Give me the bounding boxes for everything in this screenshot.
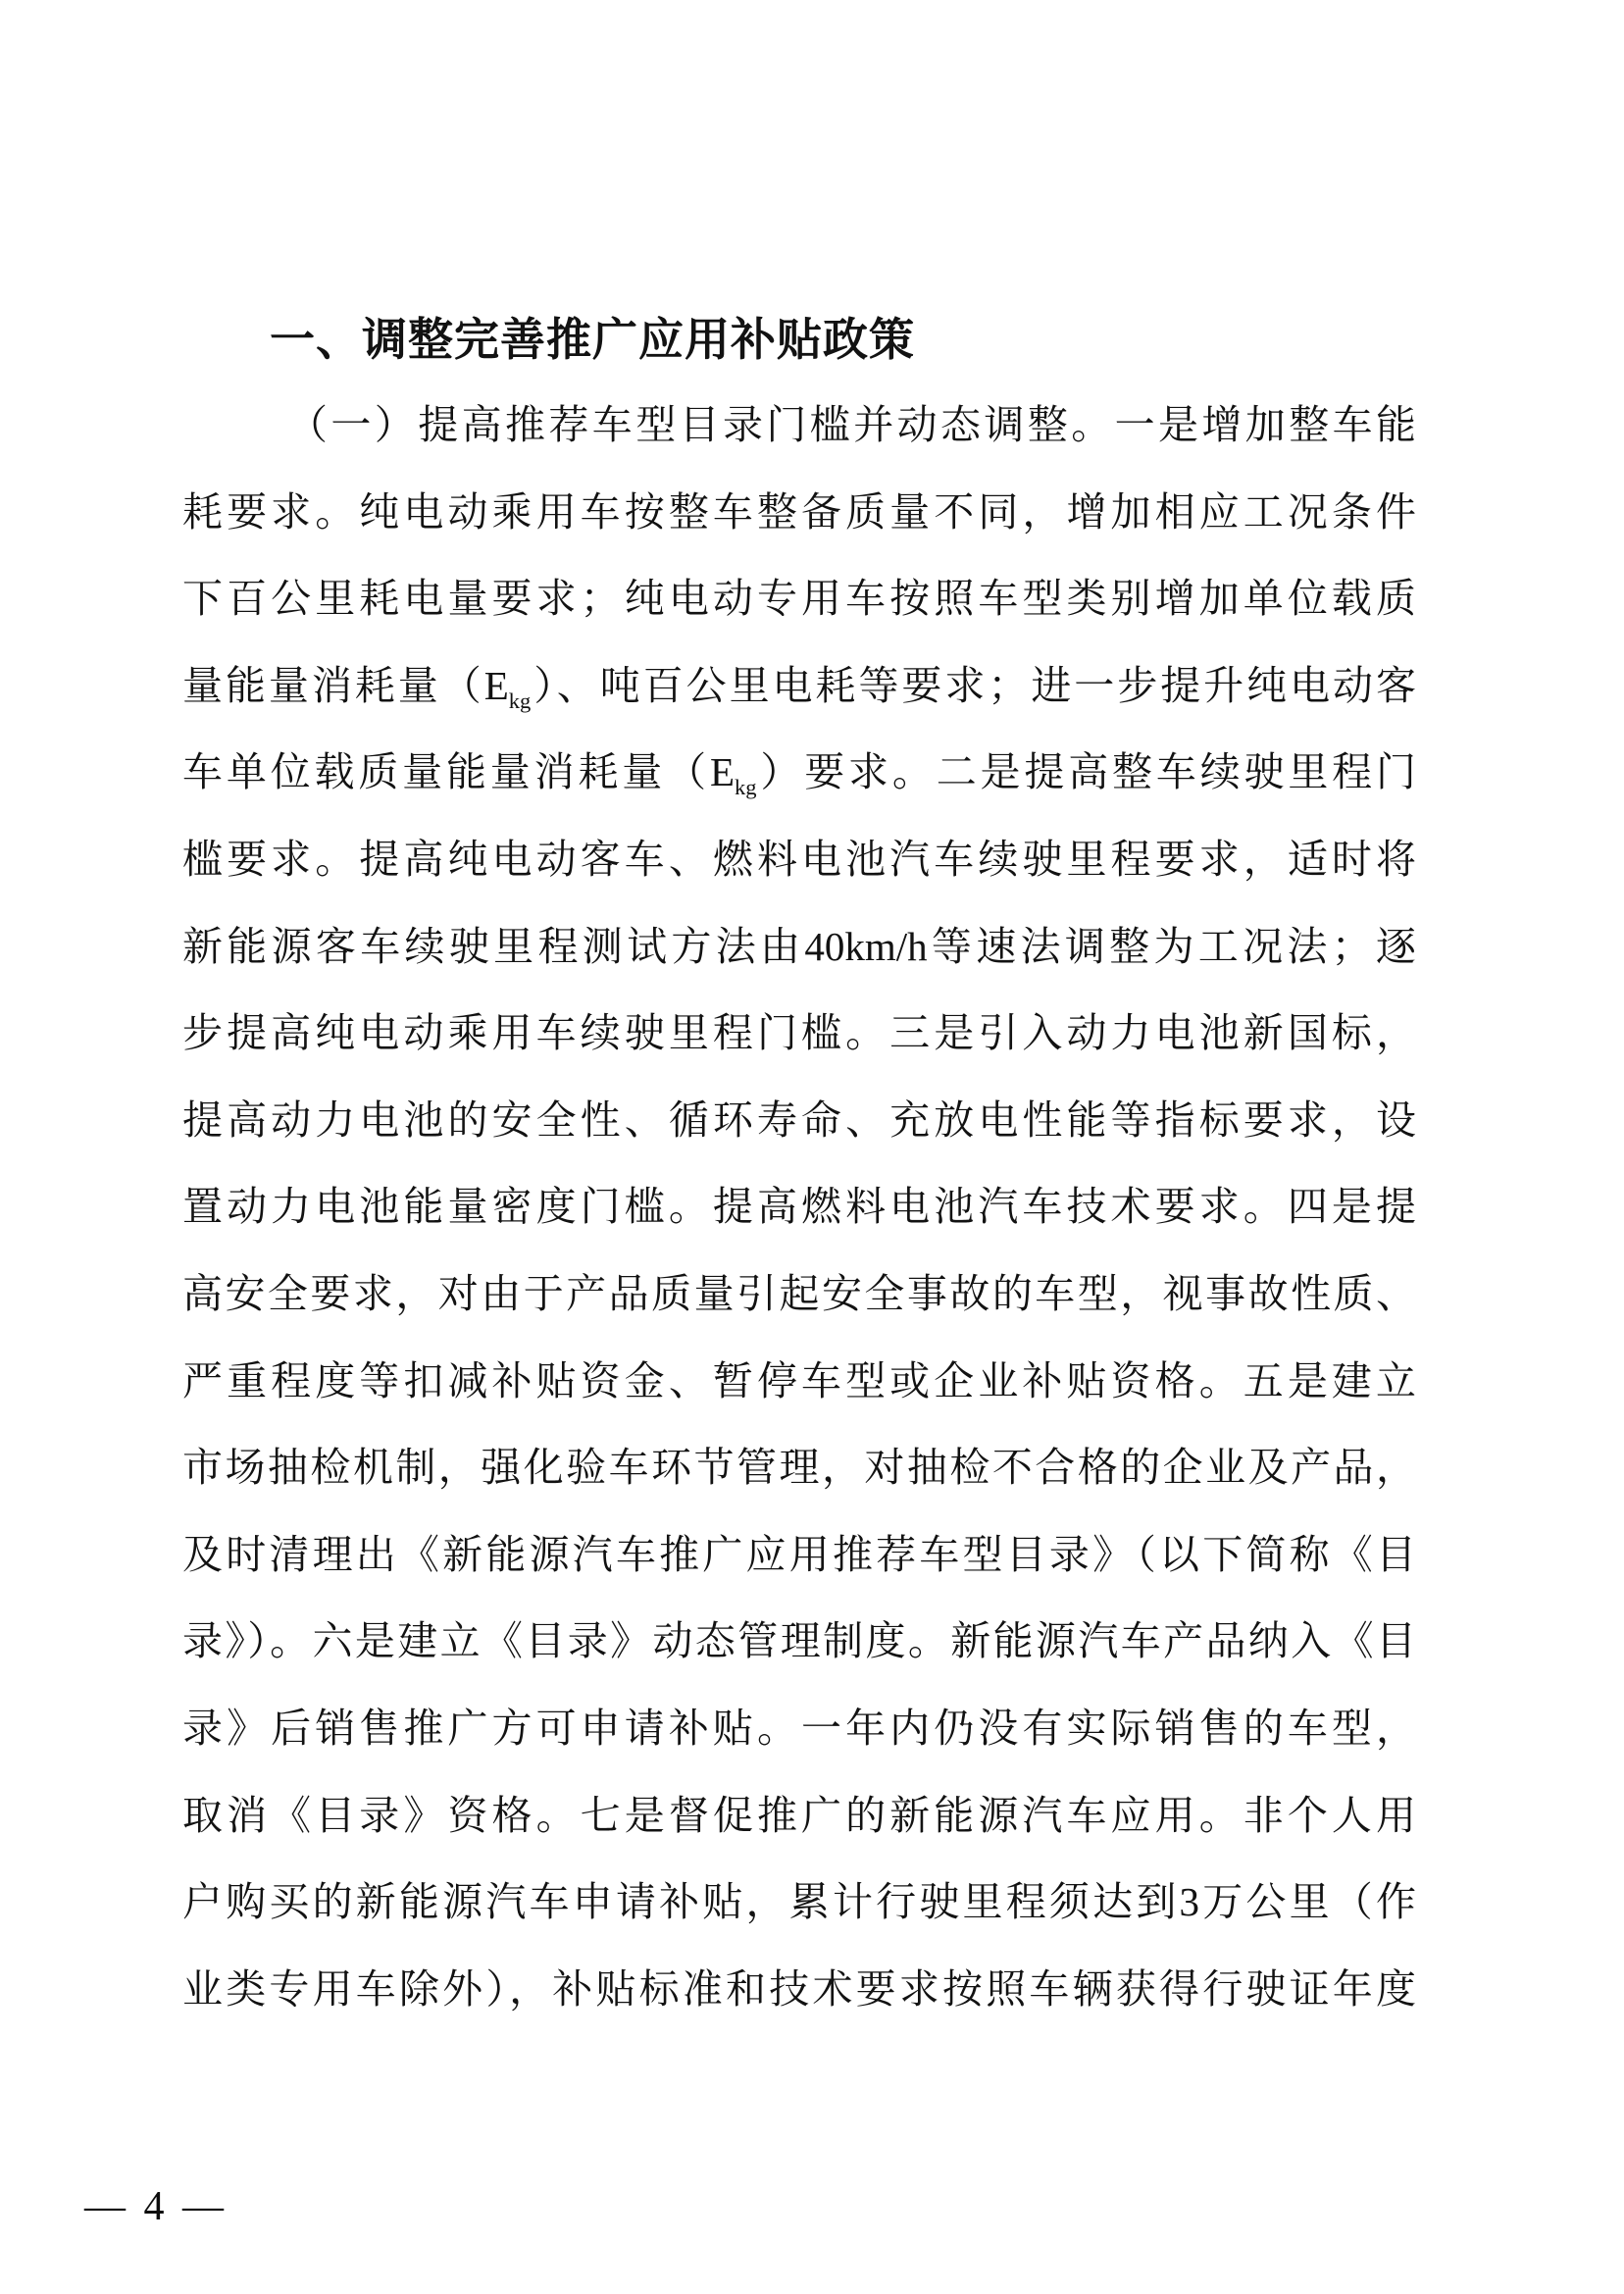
body-line [182, 1424, 1416, 1511]
body-line [182, 990, 1416, 1077]
line-text: （一）提高推荐车型目录门槛并动态调整。一是增加整车能 [287, 402, 1416, 447]
body-line [182, 382, 1416, 469]
body-line [182, 1772, 1416, 1860]
line-text: 录》后销售推广方可申请补贴。一年内仍没有实际销售的车型， [182, 1705, 1416, 1751]
body-line [182, 1163, 1416, 1250]
body-line [182, 1250, 1416, 1338]
body-line [182, 1511, 1416, 1599]
body-line [182, 1338, 1416, 1425]
body-text [182, 382, 1416, 2032]
line-text: 耗要求。纯电动乘用车按整车整备质量不同，增加相应工况条件 [182, 488, 1416, 535]
line-text: 置动力电池能量密度门槛。提高燃料电池汽车技术要求。四是提 [182, 1184, 1416, 1230]
line-text: 步提高纯电动乘用车续驶里程门槛。三是引入动力电池新国标， [182, 1010, 1416, 1056]
body-line [182, 729, 1416, 816]
subscript-text: kg [508, 688, 532, 713]
line-text: 量能量消耗量（E [182, 662, 509, 708]
line-text: ）要求。二是提高整车续驶里程门 [756, 749, 1416, 795]
line-text: 户购买的新能源汽车申请补贴，累计行驶里程须达到3万公里（作 [182, 1879, 1416, 1925]
body-line [182, 469, 1416, 556]
body-line [182, 555, 1416, 642]
subscript-text: kg [735, 775, 757, 800]
line-text: 严重程度等扣减补贴资金、暂停车型或企业补贴资格。五是建立 [182, 1357, 1416, 1403]
line-text: 槛要求。提高纯电动客车、燃料电池汽车续驶里程要求，适时将 [182, 836, 1416, 882]
line-text: 新能源客车续驶里程测试方法由40km/h等速法调整为工况法；逐 [182, 923, 1416, 969]
line-text: 录》）。六是建立《目录》动态管理制度。新能源汽车产品纳入《目 [182, 1618, 1416, 1664]
body-line [182, 1859, 1416, 1946]
body-line [182, 1946, 1416, 2033]
line-text: 提高动力电池的安全性、循环寿命、充放电性能等指标要求，设 [182, 1096, 1416, 1143]
line-text: ）、吨百公里电耗等要求；进一步提升纯电动客 [531, 662, 1416, 708]
body-line [182, 1685, 1416, 1772]
line-text: 高安全要求，对由于产品质量引起安全事故的车型，视事故性质、 [182, 1270, 1416, 1316]
line-text: 及时清理出《新能源汽车推广应用推荐车型目录》（以下简称《目 [182, 1531, 1416, 1577]
line-text: 市场抽检机制，强化验车环节管理，对抽检不合格的企业及产品， [182, 1445, 1416, 1491]
body-line [182, 1077, 1416, 1164]
body-line [182, 1598, 1416, 1685]
body-line [182, 816, 1416, 903]
section-heading: 一、调整完善推广应用补贴政策 [270, 314, 915, 365]
line-text: 下百公里耗电量要求；纯电动专用车按照车型类别增加单位载质 [182, 576, 1416, 622]
line-text: 业类专用车除外），补贴标准和技术要求按照车辆获得行驶证年度 [182, 1965, 1416, 2012]
line-text: 车单位载质量能量消耗量（E [182, 749, 736, 795]
body-line [182, 903, 1416, 991]
body-line [182, 642, 1416, 730]
line-text: 取消《目录》资格。七是督促推广的新能源汽车应用。非个人用 [182, 1792, 1416, 1838]
page-number: — 4 — [84, 2184, 228, 2229]
